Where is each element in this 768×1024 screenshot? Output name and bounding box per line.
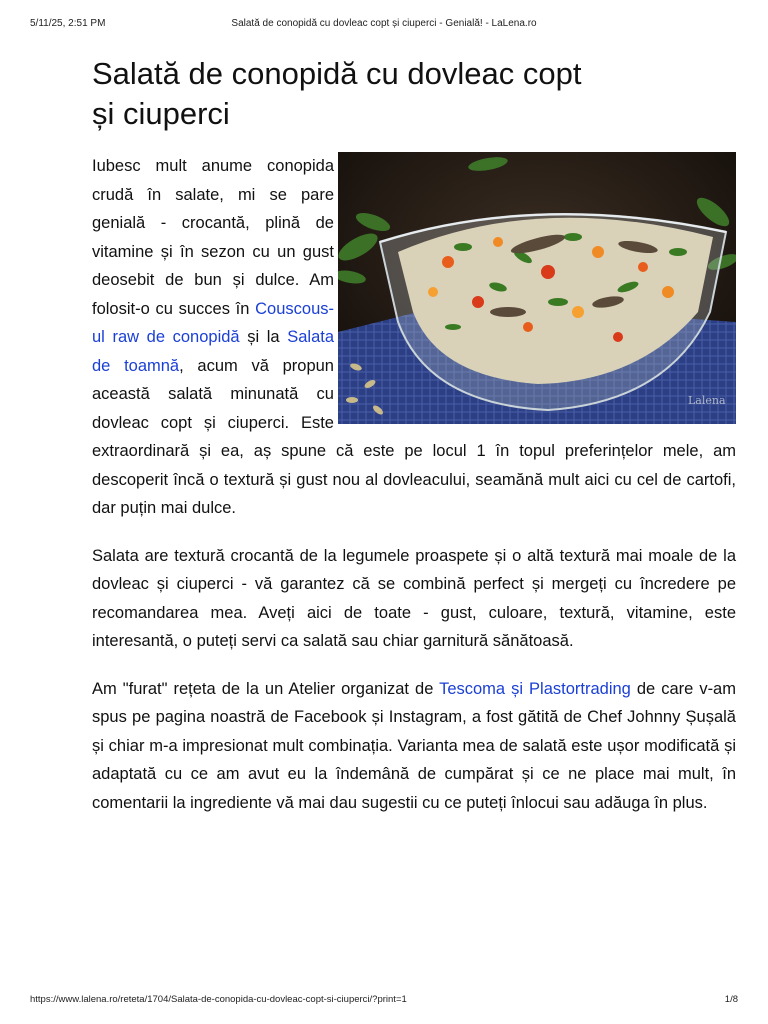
texture-paragraph: Salata are textură crocantă de la legumele proaspete și o altă textură mai moale de la dovleac și ciuperci - vă garantez că se combină perfect și mergeți cu încredere pe recomandarea mea. Aveți aici de toate - gust, culoare, textură, vitamine, este interesantă, o puteți servi ca salată sau chiar garnitură sănătoasă. <box>92 546 736 650</box>
intro-paragraph: Iubesc mult anume conopida crudă în salate, mi se pare genială - crocantă, plină de vitamine și în sezon cu un gust deosebit de bun și dulce. Am folosit-o cu succes în Couscous-ul raw de conopidă și la Salata de toamnă, acum vă propun această salată minunată cu dovleac copt și ciuperci. Este extraordinară și ea, aș spune că este pe locul 1 în topul preferințelor mele, am descoperit încă o textură și gust nou al dovleacului, seamănă mult aici cu cel de cartofi, dar puțin mai dulce. <box>92 157 736 517</box>
salata-de-toamna-link[interactable]: Salata de toamnă <box>92 328 335 375</box>
page-number: 1/8 <box>724 994 738 1005</box>
print-url: https://www.lalena.ro/reteta/1704/Salata-de-conopida-cu-dovleac-copt-si-ciuperci/?print=1 <box>30 994 407 1005</box>
print-datetime: 5/11/25, 2:51 PM <box>30 18 106 29</box>
salad-photo <box>338 152 736 424</box>
couscous-raw-link[interactable]: Couscous-ul raw de conopidă <box>92 299 334 346</box>
article <box>92 54 736 817</box>
recipe-title: Salată de conopidă cu dovleac copt și ciuperci <box>92 56 582 131</box>
photo-watermark: Lalena <box>688 394 726 407</box>
origin-paragraph: Am "furat" rețeta de la un Atelier organizat de Tescoma și Plastortrading de care v-am spus pe pagina noastră de Facebook și Instagram, a fost gătită de Chef Johnny Șușală și chiar m-a impresionat mult combinația. Varianta mea de salată este ușor modificată și adaptată cu ce am avut eu la îndemână de cumpărat și ce ne place mai mult, în comentarii la ingrediente vă mai dau sugestii cu ce puteți înlocui sau adăuga în plus. <box>92 679 736 812</box>
tescoma-plastortrading-link[interactable]: Tescoma și Plastortrading <box>439 679 631 698</box>
print-header <box>30 18 738 32</box>
print-page-title: Salată de conopidă cu dovleac copt și ciuperci - Genială! - LaLena.ro <box>231 18 537 29</box>
